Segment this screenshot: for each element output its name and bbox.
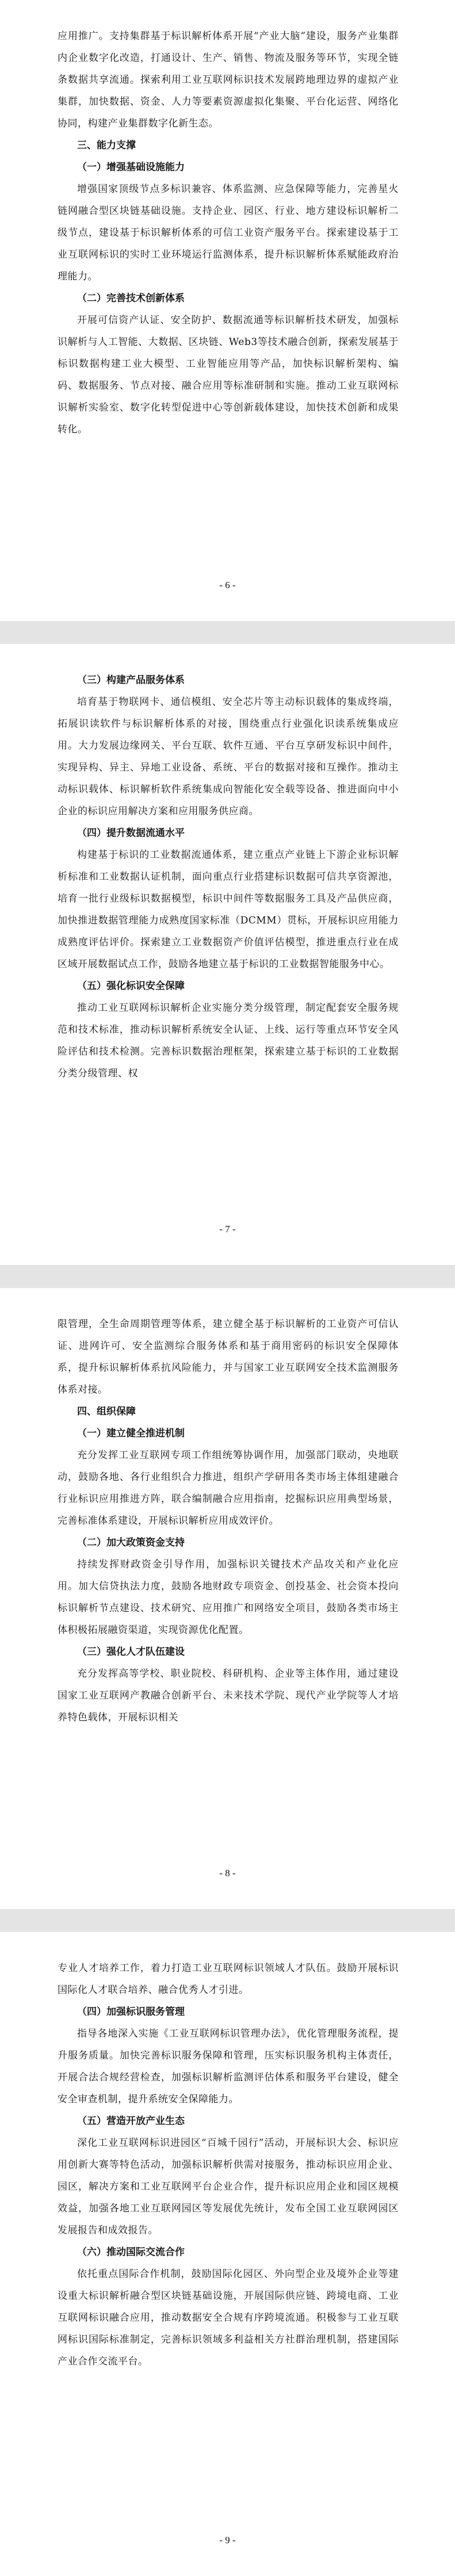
subsection-heading: （四）提升数据流通水平 — [77, 827, 185, 839]
page-number: - 9 - — [219, 2535, 236, 2546]
subsection-heading: （三）构建产品服务体系 — [77, 674, 185, 686]
section-heading: 四、组织保障 — [77, 1406, 136, 1417]
paragraph: 持续发挥财政资金引导作用，加强标识关键技术产品攻关和产业化应用。加大信贷执法力度，鼓励各地财政专项资金、创投基金、社会资本投向标识解析节点建设、技术研究、应用推广和网络安全项目，鼓励各类市场主体积极拓展融资渠道，实现资源优化配置。 — [58, 1559, 399, 1636]
subsection-heading: （三）强化人才队伍建设 — [77, 1646, 185, 1658]
paragraph: 指导各地深入实施《工业互联网标识管理办法》，优化管理服务流程，提升服务质量。加快完善标识服务保障和管理，压实标识服务机构主体责任，开展合法合规经营检查，加强标识解析监测评估体系和服务平台建设，健全安全审查机制，提升系统安全保障能力。 — [58, 2028, 399, 2105]
subsection-heading: （四）加强标识服务管理 — [77, 2006, 185, 2018]
paragraph: 增强国家顶级节点多标识兼容、体系监测、应急保障等能力，完善星火链网融合型区块链基础设施。支持企业、园区、行业、地方建设标识解析二级节点，建设基于标识解析体系的可信工业资产服务平台。探索建设基于工业互联网标识的实时工业环境运行监测体系，提升标识解析体系赋能政府治理能力。 — [58, 183, 399, 282]
page-number: - 6 - — [219, 580, 236, 591]
subsection-heading: （二）完善技术创新体系 — [77, 293, 185, 304]
subsection-heading: （五）营造开放产业生态 — [77, 2115, 185, 2127]
paragraph: 推动工业互联网标识解析企业实施分类分级管理，制定配套安全服务规范和技术标准，推动标识解析系统安全认证、上线、运行等重点环节安全风险评估和技术检测。完善标识数据治理框架，探索建立基于标识的工业数据分类分级管理、权 — [58, 1002, 399, 1079]
subsection-heading: （二）加大政策资金支持 — [77, 1537, 185, 1548]
paragraph: 限管理，全生命周期管理等体系，建立健全基于标识解析的工业资产可信认证、进网许可、安全监测综合服务体系和基于商用密码的标识安全保障体系，提升标识解析体系抗风险能力，并与国家工业互联网安全技术监测服务体系对接。 — [58, 1318, 399, 1396]
subsection-heading: （六）推动国际交流合作 — [77, 2247, 185, 2258]
paragraph: 应用推广。支持集群基于标识解析体系开展“产业大脑”建设，服务产业集群内企业数字化改造，打通设计、生产、销售、物流及服务等环节，实现全链条数据共享流通。探索利用工业互联网标识技术发展跨地理边界的虚拟产业集群，加快数据、资金、人力等要素资源虚拟化集聚、平台化运营、网络化协同，构建产业集群数字化新生态。 — [58, 30, 399, 129]
paragraph: 培育基于物联网卡、通信模组、安全芯片等主动标识载体的集成终端，拓展识读软件与标识解析体系的对接，围绕重点行业强化识读系统集成应用。大力发展边缘网关、平台互联、软件互通、平台互享研发标识中间件，实现异构、异主、异地工业设备、系统、平台的数据对接和互操作。推动主动标识载体、标识解析软件系统集成向智能化安全载等设备、推进面向中小企业的标识应用解决方案和应用服务供应商。 — [58, 696, 399, 817]
paragraph: 依托重点国际合作机制，鼓励国际化园区、外向型企业及境外企业等建设重大标识解析融合型区块链基础设施，开展国际供应链、跨境电商、工业互联网标识融合应用，推动数据安全合规有序跨境流通。积极参与工业互联网标识国际标准制定，完善标识领域多利益相关方社群治理机制，搭建国际产业合作交流平台。 — [58, 2268, 399, 2367]
paragraph: 充分发挥高等学校、职业院校、科研机构、企业等主体作用，通过建设国家工业互联网产教融合创新平台、未来技术学院、现代产业学院等人才培养特色载体，开展标识相关 — [58, 1668, 399, 1723]
page-number: - 8 - — [219, 1868, 236, 1879]
paragraph: 充分发挥工业互联网专项工作组统筹协调作用，加强部门联动，央地联动，鼓励各地、各行业组织合力推进，组织产学研用各类市场主体组建融合行业标识应用推进方阵，联合编制融合应用指南，挖掘标识应用典型场景，完善标准体系建设，开展标识解析应用成效评价。 — [58, 1450, 399, 1527]
page-number: - 7 - — [219, 1224, 236, 1235]
page-content — [58, 25, 399, 440]
document-page — [0, 1288, 455, 1909]
subsection-heading: （一）建立健全推进机制 — [77, 1428, 185, 1439]
subsection-heading: （一）增强基础设施能力 — [77, 162, 185, 173]
page-content — [58, 1957, 399, 2372]
paragraph: 构建基于标识的工业数据流通体系，建立重点产业链上下游企业标识解析标准和工业数据认证机制，面向重点行业搭建标识数据可信共享资源池，培育一批行业级标识数据模型，标识中间件等数据服务工具及产品供应商，加快推进数据管理能力成熟度国家标准（DCMM）贯标，开展标识应用能力成熟度评估评价。探索建立工业数据资产价值评估模型，推进重点行业在成区域开展数据试点工作，鼓励各地建立基于标识的工业数据智能服务中心。 — [58, 849, 399, 970]
page-content — [58, 1313, 399, 1728]
paragraph: 开展可信资产认证、安全防护、数据流通等标识解析技术研发，加强标识解析与人工智能、大数据、区块链、Web3等技术融合创新，探索发展基于标识数据构建工业大模型、工业智能应用等产品，加快标识解析架构、编码、数据服务、节点对接、融合应用等标准研制和实施。推动工业互联网标识解析实验室、数字化转型促进中心等创新载体建设，加快技术创新和成果转化。 — [58, 315, 399, 435]
page-content — [58, 669, 399, 1084]
document-page — [0, 644, 455, 1265]
section-heading: 三、能力支撑 — [77, 140, 136, 151]
subsection-heading: （五）强化标识安全保障 — [77, 980, 185, 992]
paragraph: 专业人才培养工作，着力打造工业互联网标识领域人才队伍。鼓励开展标识国际化人才联合培养、融合优秀人才引进。 — [58, 1962, 399, 1996]
paragraph: 深化工业互联网标识进园区“百城千园行”活动，开展标识大会、标识应用创新大赛等特色活动，加强标识解析供需对接服务，推动标识应用企业、园区，解决方案和工业互联网平台企业合作，提升标识应用企业和园区规模效益，加强各地工业互联网园区等发展优先统计，发布全国工业互联网园区发展报告和成效报告。 — [58, 2137, 399, 2236]
document-page — [0, 0, 455, 621]
document-page — [0, 1932, 455, 2576]
